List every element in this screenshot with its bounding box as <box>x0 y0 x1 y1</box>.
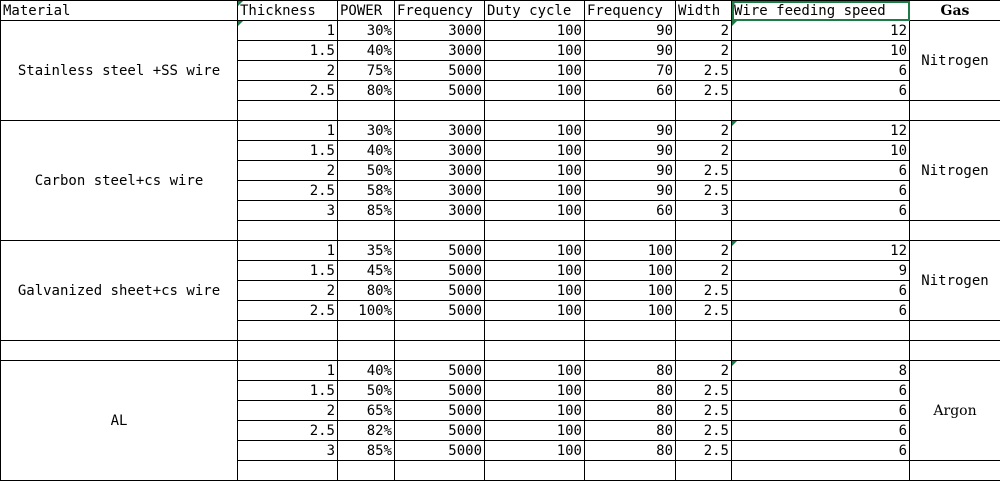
blank-row <box>1 341 1000 361</box>
empty-cell[interactable] <box>676 461 732 481</box>
cell-thickness[interactable]: 1.5 <box>238 261 338 281</box>
cell-frequency[interactable]: 5000 <box>395 361 485 381</box>
cell-duty-cycle[interactable]: 100 <box>485 261 585 281</box>
cell-power[interactable]: 40% <box>338 141 395 161</box>
cell-thickness[interactable]: 2.5 <box>238 81 338 101</box>
cell-duty-cycle[interactable]: 100 <box>485 301 585 321</box>
cell-width[interactable]: 2.5 <box>676 281 732 301</box>
empty-cell[interactable] <box>910 101 1000 121</box>
cell-width[interactable]: 2.5 <box>676 81 732 101</box>
cell-wire-feeding-speed[interactable]: 6 <box>732 201 910 221</box>
cell-duty-cycle[interactable]: 100 <box>485 421 585 441</box>
empty-cell[interactable] <box>238 101 338 121</box>
cell-power[interactable]: 58% <box>338 181 395 201</box>
cell-frequency-2[interactable]: 100 <box>585 301 676 321</box>
cell-thickness[interactable]: 2 <box>238 161 338 181</box>
cell-wire-feeding-speed[interactable]: 6 <box>732 301 910 321</box>
cell-gas[interactable]: Nitrogen <box>910 121 1000 221</box>
cell-frequency-2[interactable]: 60 <box>585 81 676 101</box>
cell-wire-feeding-speed[interactable]: 6 <box>732 281 910 301</box>
cell-wire-feeding-speed[interactable]: 6 <box>732 421 910 441</box>
cell-frequency-2[interactable]: 100 <box>585 261 676 281</box>
cell-width[interactable]: 2.5 <box>676 401 732 421</box>
cell-thickness[interactable]: 1 <box>238 361 338 381</box>
cell-thickness[interactable]: 2 <box>238 401 338 421</box>
cell-frequency-2[interactable]: 100 <box>585 241 676 261</box>
cell-duty-cycle[interactable]: 100 <box>485 61 585 81</box>
cell-frequency-2[interactable]: 90 <box>585 41 676 61</box>
cell-wire-feeding-speed[interactable]: 6 <box>732 81 910 101</box>
cell-frequency-2[interactable]: 100 <box>585 281 676 301</box>
cell-wire-feeding-speed[interactable]: 12 <box>732 121 910 141</box>
empty-cell[interactable] <box>732 321 910 341</box>
cell-width[interactable]: 2.5 <box>676 181 732 201</box>
table-row <box>1 361 1000 381</box>
cell-frequency[interactable]: 3000 <box>395 21 485 41</box>
cell-frequency[interactable]: 3000 <box>395 181 485 201</box>
header-power[interactable]: POWER <box>338 1 395 21</box>
cell-width[interactable]: 2.5 <box>676 441 732 461</box>
cell-wire-feeding-speed[interactable]: 6 <box>732 381 910 401</box>
empty-cell[interactable] <box>676 341 732 361</box>
empty-cell[interactable] <box>732 461 910 481</box>
header-row <box>1 1 1000 21</box>
cell-frequency-2[interactable]: 60 <box>585 201 676 221</box>
cell-frequency[interactable]: 5000 <box>395 441 485 461</box>
cell-width[interactable]: 2 <box>676 361 732 381</box>
cell-frequency-2[interactable]: 90 <box>585 141 676 161</box>
empty-cell[interactable] <box>238 321 338 341</box>
cell-duty-cycle[interactable]: 100 <box>485 381 585 401</box>
empty-cell[interactable] <box>910 321 1000 341</box>
cell-thickness[interactable]: 1 <box>238 241 338 261</box>
cell-thickness[interactable]: 1.5 <box>238 141 338 161</box>
cell-frequency[interactable]: 5000 <box>395 301 485 321</box>
cell-width[interactable]: 2.5 <box>676 421 732 441</box>
cell-thickness[interactable]: 3 <box>238 441 338 461</box>
empty-cell[interactable] <box>238 221 338 241</box>
cell-duty-cycle[interactable]: 100 <box>485 181 585 201</box>
empty-cell[interactable] <box>338 461 395 481</box>
empty-cell[interactable] <box>485 221 585 241</box>
empty-cell[interactable] <box>395 101 485 121</box>
cell-duty-cycle[interactable]: 100 <box>485 441 585 461</box>
cell-frequency[interactable]: 5000 <box>395 421 485 441</box>
cell-power[interactable]: 75% <box>338 61 395 81</box>
empty-cell[interactable] <box>676 321 732 341</box>
cell-frequency[interactable]: 3000 <box>395 161 485 181</box>
cell-duty-cycle[interactable]: 100 <box>485 81 585 101</box>
cell-frequency-2[interactable]: 80 <box>585 381 676 401</box>
header-width[interactable]: Width <box>676 1 732 21</box>
cell-power[interactable]: 30% <box>338 121 395 141</box>
empty-cell[interactable] <box>338 221 395 241</box>
cell-frequency[interactable]: 5000 <box>395 61 485 81</box>
cell-width[interactable]: 3 <box>676 201 732 221</box>
cell-wire-feeding-speed[interactable]: 6 <box>732 441 910 461</box>
cell-duty-cycle[interactable]: 100 <box>485 161 585 181</box>
cell-thickness[interactable]: 1.5 <box>238 381 338 401</box>
empty-cell[interactable] <box>585 101 676 121</box>
cell-power[interactable]: 35% <box>338 241 395 261</box>
cell-material[interactable]: AL <box>1 361 238 481</box>
cell-wire-feeding-speed[interactable]: 12 <box>732 21 910 41</box>
empty-cell[interactable] <box>1 341 238 361</box>
empty-cell[interactable] <box>676 221 732 241</box>
empty-cell[interactable] <box>585 321 676 341</box>
cell-power[interactable]: 80% <box>338 281 395 301</box>
cell-wire-feeding-speed[interactable]: 12 <box>732 241 910 261</box>
empty-cell[interactable] <box>395 221 485 241</box>
cell-duty-cycle[interactable]: 100 <box>485 121 585 141</box>
empty-cell[interactable] <box>338 101 395 121</box>
empty-cell[interactable] <box>732 341 910 361</box>
empty-cell[interactable] <box>910 221 1000 241</box>
cell-frequency[interactable]: 3000 <box>395 141 485 161</box>
cell-width[interactable]: 2 <box>676 121 732 141</box>
empty-cell[interactable] <box>395 461 485 481</box>
cell-material[interactable]: Carbon steel+cs wire <box>1 121 238 241</box>
cell-power[interactable]: 50% <box>338 381 395 401</box>
cell-frequency[interactable]: 3000 <box>395 41 485 61</box>
cell-wire-feeding-speed[interactable]: 8 <box>732 361 910 381</box>
cell-power[interactable]: 80% <box>338 81 395 101</box>
cell-duty-cycle[interactable]: 100 <box>485 21 585 41</box>
header-gas[interactable]: Gas <box>910 1 1000 21</box>
cell-thickness[interactable]: 1 <box>238 21 338 41</box>
cell-material[interactable]: Stainless steel +SS wire <box>1 21 238 121</box>
cell-width[interactable]: 2.5 <box>676 61 732 81</box>
cell-power[interactable]: 50% <box>338 161 395 181</box>
empty-cell[interactable] <box>676 101 732 121</box>
table-row <box>1 241 1000 261</box>
cell-thickness[interactable]: 2.5 <box>238 421 338 441</box>
cell-frequency-2[interactable]: 80 <box>585 421 676 441</box>
cell-thickness[interactable]: 1 <box>238 121 338 141</box>
header-frequency-2[interactable]: Frequency <box>585 1 676 21</box>
cell-frequency-2[interactable]: 90 <box>585 21 676 41</box>
cell-width[interactable]: 2.5 <box>676 301 732 321</box>
empty-cell[interactable] <box>485 101 585 121</box>
cell-power[interactable]: 30% <box>338 21 395 41</box>
empty-cell[interactable] <box>485 321 585 341</box>
cell-duty-cycle[interactable]: 100 <box>485 241 585 261</box>
empty-cell[interactable] <box>338 341 395 361</box>
empty-cell[interactable] <box>238 461 338 481</box>
cell-power[interactable]: 85% <box>338 441 395 461</box>
cell-gas[interactable]: Nitrogen <box>910 21 1000 101</box>
cell-frequency-2[interactable]: 70 <box>585 61 676 81</box>
empty-cell[interactable] <box>395 321 485 341</box>
cell-wire-feeding-speed[interactable]: 10 <box>732 141 910 161</box>
cell-width[interactable]: 2 <box>676 241 732 261</box>
cell-frequency[interactable]: 5000 <box>395 381 485 401</box>
cell-frequency[interactable]: 5000 <box>395 401 485 421</box>
cell-thickness[interactable]: 2 <box>238 281 338 301</box>
empty-cell[interactable] <box>338 321 395 341</box>
empty-cell[interactable] <box>585 461 676 481</box>
table-row <box>1 21 1000 41</box>
cell-power[interactable]: 40% <box>338 361 395 381</box>
cell-gas[interactable]: Argon <box>910 361 1000 461</box>
cell-duty-cycle[interactable]: 100 <box>485 281 585 301</box>
cell-power[interactable]: 45% <box>338 261 395 281</box>
cell-frequency[interactable]: 5000 <box>395 261 485 281</box>
cell-frequency[interactable]: 5000 <box>395 241 485 261</box>
cell-power[interactable]: 82% <box>338 421 395 441</box>
cell-wire-feeding-speed[interactable]: 10 <box>732 41 910 61</box>
header-thickness[interactable]: Thickness <box>238 1 338 21</box>
empty-cell[interactable] <box>585 341 676 361</box>
cell-width[interactable]: 2.5 <box>676 381 732 401</box>
cell-frequency-2[interactable]: 80 <box>585 361 676 381</box>
cell-width[interactable]: 2.5 <box>676 161 732 181</box>
cell-duty-cycle[interactable]: 100 <box>485 201 585 221</box>
table-row <box>1 121 1000 141</box>
empty-cell[interactable] <box>732 101 910 121</box>
cell-frequency[interactable]: 5000 <box>395 281 485 301</box>
empty-cell[interactable] <box>485 341 585 361</box>
cell-thickness[interactable]: 2.5 <box>238 181 338 201</box>
header-material[interactable]: Material <box>1 1 238 21</box>
cell-frequency-2[interactable]: 90 <box>585 121 676 141</box>
cell-power[interactable]: 85% <box>338 201 395 221</box>
cell-duty-cycle[interactable]: 100 <box>485 41 585 61</box>
cell-frequency[interactable]: 5000 <box>395 81 485 101</box>
cell-thickness[interactable]: 1.5 <box>238 41 338 61</box>
cell-thickness[interactable]: 2 <box>238 61 338 81</box>
cell-width[interactable]: 2 <box>676 41 732 61</box>
header-wire-feeding-speed[interactable]: Wire feeding speed <box>732 1 910 21</box>
cell-frequency-2[interactable]: 80 <box>585 441 676 461</box>
cell-wire-feeding-speed[interactable]: 6 <box>732 161 910 181</box>
cell-power[interactable]: 40% <box>338 41 395 61</box>
cell-frequency-2[interactable]: 90 <box>585 161 676 181</box>
empty-cell[interactable] <box>910 461 1000 481</box>
empty-cell[interactable] <box>585 221 676 241</box>
cell-gas[interactable]: Nitrogen <box>910 241 1000 321</box>
cell-width[interactable]: 2 <box>676 21 732 41</box>
cell-frequency-2[interactable]: 90 <box>585 181 676 201</box>
cell-power[interactable]: 65% <box>338 401 395 421</box>
cell-duty-cycle[interactable]: 100 <box>485 141 585 161</box>
empty-cell[interactable] <box>485 461 585 481</box>
cell-duty-cycle[interactable]: 100 <box>485 361 585 381</box>
cell-duty-cycle[interactable]: 100 <box>485 401 585 421</box>
cell-width[interactable]: 2 <box>676 141 732 161</box>
cell-material[interactable]: Galvanized sheet+cs wire <box>1 241 238 341</box>
cell-width[interactable]: 2 <box>676 261 732 281</box>
cell-wire-feeding-speed[interactable]: 6 <box>732 181 910 201</box>
header-frequency[interactable]: Frequency <box>395 1 485 21</box>
cell-wire-feeding-speed[interactable]: 6 <box>732 61 910 81</box>
cell-thickness[interactable]: 3 <box>238 201 338 221</box>
empty-cell[interactable] <box>910 341 1000 361</box>
cell-frequency[interactable]: 3000 <box>395 121 485 141</box>
empty-cell[interactable] <box>238 341 338 361</box>
cell-wire-feeding-speed[interactable]: 9 <box>732 261 910 281</box>
cell-frequency-2[interactable]: 80 <box>585 401 676 421</box>
cell-wire-feeding-speed[interactable]: 6 <box>732 401 910 421</box>
cell-thickness[interactable]: 2.5 <box>238 301 338 321</box>
header-duty-cycle[interactable]: Duty cycle <box>485 1 585 21</box>
empty-cell[interactable] <box>395 341 485 361</box>
empty-cell[interactable] <box>732 221 910 241</box>
cell-frequency[interactable]: 3000 <box>395 201 485 221</box>
cell-power[interactable]: 100% <box>338 301 395 321</box>
